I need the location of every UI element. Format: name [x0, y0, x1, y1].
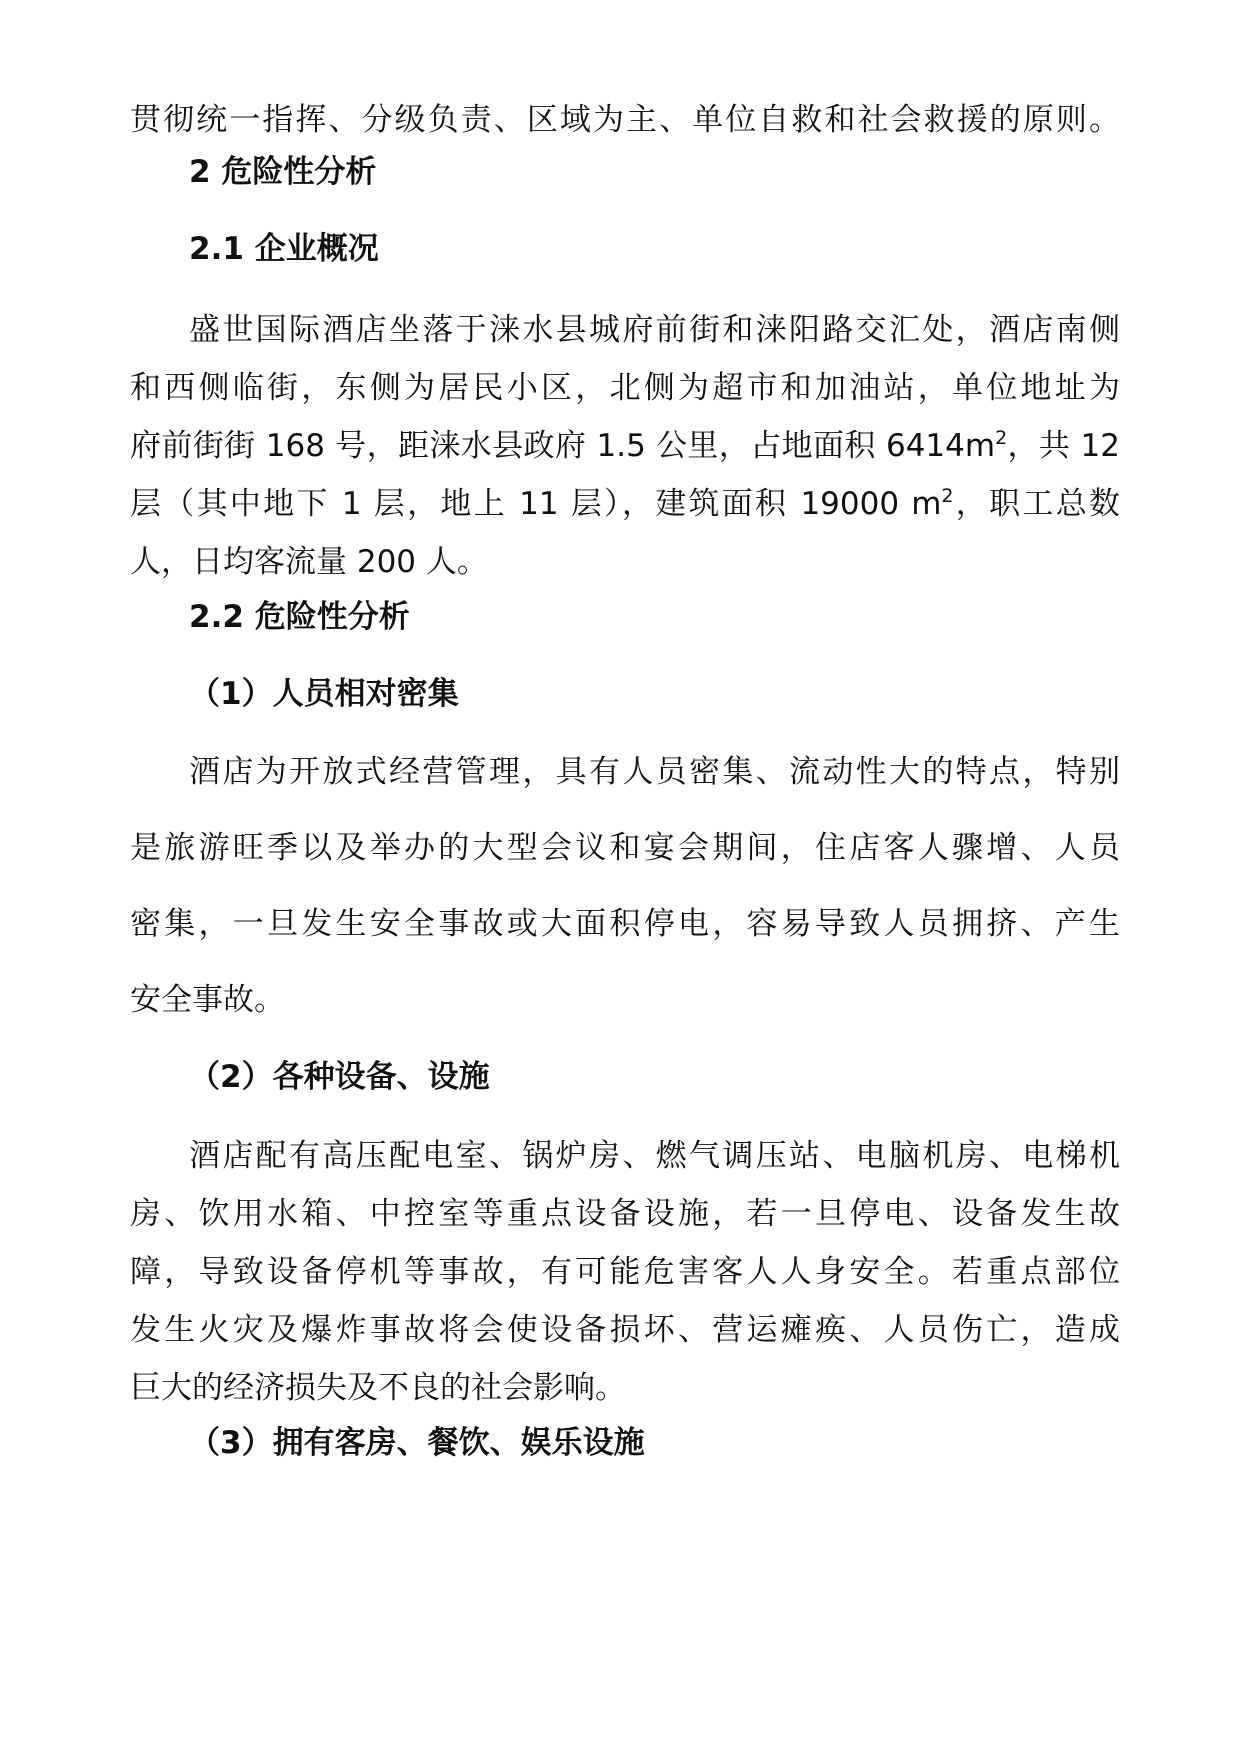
subsection-heading: 2.2 危险性分析 — [189, 599, 410, 635]
body-text-line: 发生火灾及爆炸事故将会使设备损坏、营运瘫痪、人员伤亡，造成 — [130, 1312, 1120, 1348]
body-text-line: 酒店配有高压配电室、锅炉房、燃气调压站、电脑机房、电梯机 — [189, 1138, 1120, 1174]
body-text-line: 和西侧临街，东侧为居民小区，北侧为超市和加油站，单位地址为 — [130, 370, 1120, 406]
body-text-line: 安全事故。 — [130, 982, 285, 1018]
subsection-heading: 2.1 企业概况 — [189, 231, 379, 267]
superscript: 2 — [995, 427, 1008, 449]
body-text-line: 酒店为开放式经营管理，具有人员密集、流动性大的特点，特别 — [189, 754, 1120, 790]
body-text-line: 巨大的经济损失及不良的社会影响。 — [130, 1370, 626, 1406]
body-text-line: 层（其中地下 1 层，地上 11 层），建筑面积 19000 $m^2$，职工总数 — [130, 485, 1120, 522]
body-text-line: 是旅游旺季以及举办的大型会议和宴会期间，住店客人骤增、人员 — [130, 830, 1120, 866]
item-heading: （1）人员相对密集 — [189, 676, 459, 712]
superscript: 2 — [941, 485, 954, 507]
section-heading: 2 危险性分析 — [189, 154, 377, 190]
item-heading: （3）拥有客房、餐饮、娱乐设施 — [189, 1425, 645, 1461]
body-text-line: 贯彻统一指挥、分级负责、区域为主、单位自救和社会救援的原则。 — [130, 102, 1120, 138]
body-text-line: 密集，一旦发生安全事故或大面积停电，容易导致人员拥挤、产生 — [130, 906, 1120, 942]
body-text-line: 房、饮用水箱、中控室等重点设备设施，若一旦停电、设备发生故 — [130, 1196, 1120, 1232]
body-text-line: 人，日均客流量 200 人。 — [130, 544, 488, 580]
body-text-line: 盛世国际酒店坐落于涞水县城府前街和涞阳路交汇处，酒店南侧 — [189, 312, 1120, 348]
body-text-line: 障，导致设备停机等事故，有可能危害客人人身安全。若重点部位 — [130, 1254, 1120, 1290]
item-heading: （2）各种设备、设施 — [189, 1059, 490, 1095]
body-text-line: 府前街街 168 号，距涞水县政府 1.5 公里，占地面积 $6414m^2$，共 12 — [130, 427, 1120, 464]
